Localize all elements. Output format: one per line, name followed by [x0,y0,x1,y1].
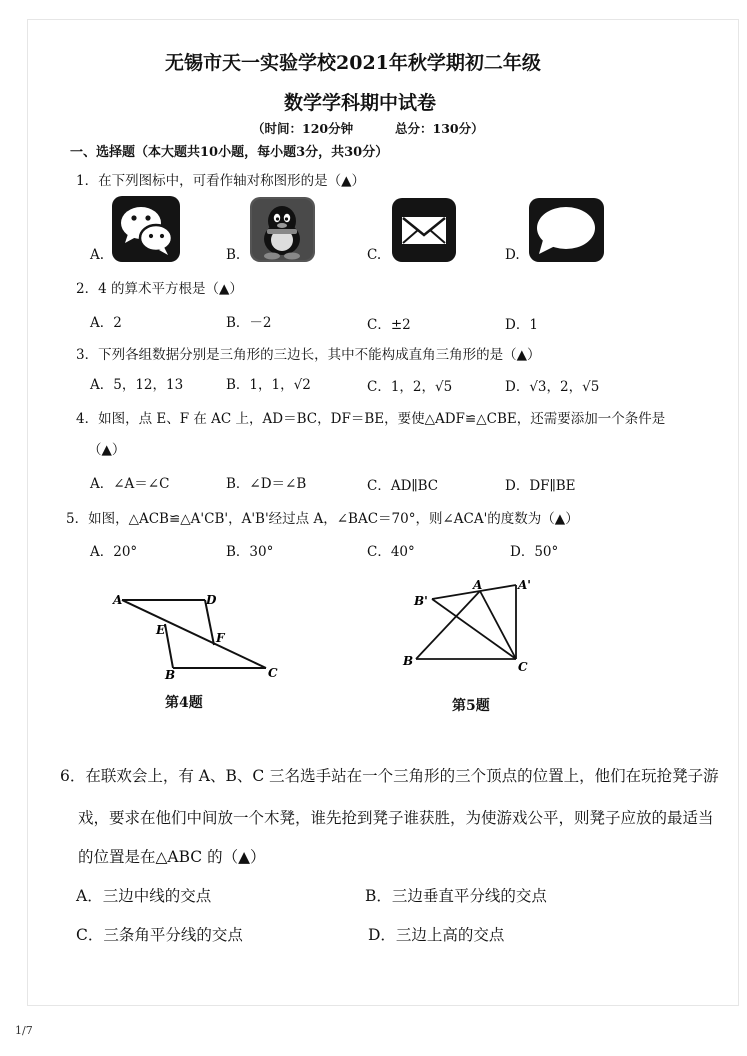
figure-5-diagram [400,575,550,680]
fig5-label-aprime: A' [518,578,531,592]
exam-time: （时间：120分钟 [252,121,354,136]
fig5-label-c: C [518,660,528,674]
fig4-label-c: C [268,666,278,680]
question-5-option-d: D．50° [510,544,559,560]
question-2-option-b: B．－2 [226,315,272,331]
question-5-option-b: B．30° [226,544,274,560]
question-4-option-c: C．AD∥BC [367,478,439,494]
question-4-option-d: D．DF∥BE [505,478,576,494]
question-2-stem: 2．4 的算术平方根是（▲） [76,281,243,297]
wechat-icon [112,196,180,262]
question-4-stem-cont: （▲） [88,442,126,458]
question-3-option-d: D．√3，2，√5 [505,379,600,395]
question-1-label-d: D. [505,247,520,263]
fig5-label-a: A [473,578,483,592]
question-5-option-c: C．40° [367,544,415,560]
fig5-label-b: B [403,654,414,668]
question-6-line-2: 戏，要求在他们中间放一个木凳，谁先抢到凳子谁获胜，为使游戏公平，则凳子应放的最适当 [78,809,714,827]
question-5-stem: 5．如图，△ACB≌△A'CB'，A'B'经过点 A，∠BAC＝70°，则∠ACA'的度数为（▲） [66,511,579,527]
question-4-stem: 4．如图，点 E、F 在 AC 上，AD＝BC，DF＝BE，要使△ADF≌△CBE，还需要添加一个条件是 [76,411,666,427]
qq-penguin-icon [250,197,315,262]
exam-subtitle: 数学学科期中试卷 [284,92,437,114]
question-2-option-d: D．1 [505,317,538,333]
figure-5-caption: 第5题 [452,698,490,714]
question-1-label-b: B. [226,247,241,263]
question-1-label-c: C. [367,247,382,263]
exam-score: 总分：130分） [395,121,484,136]
question-2-option-a: A．2 [90,315,122,331]
fig4-label-e: E [156,623,166,637]
question-6-option-b: B．三边垂直平分线的交点 [365,887,547,905]
mail-envelope-icon [392,198,456,262]
fig4-label-a: A [113,593,123,607]
question-6-option-d: D．三边上高的交点 [368,926,505,944]
page-number: 1/7 [15,1024,33,1037]
question-6-line-1: 6．在联欢会上，有 A、B、C 三名选手站在一个三角形的三个顶点的位置上，他们在玩抢凳子游 [60,767,719,785]
question-2-option-c: C．±2 [367,317,411,333]
fig4-label-b: B [165,668,176,682]
question-3-option-a: A．5，12，13 [90,377,184,393]
question-4-option-a: A．∠A＝∠C [90,476,170,492]
question-3-option-c: C．1，2，√5 [367,379,453,395]
exam-title: 无锡市天一实验学校2021年秋学期初二年级 [165,52,541,74]
question-1-stem: 1．在下列图标中，可看作轴对称图形的是（▲） [76,173,365,189]
question-6-option-a: A．三边中线的交点 [76,887,212,905]
section-heading: 一、选择题（本大题共10小题，每小题3分，共30分） [70,145,389,160]
question-4-option-b: B．∠D＝∠B [226,476,307,492]
fig5-label-bprime: B' [414,594,428,608]
figure-4-caption: 第4题 [165,695,203,711]
question-3-stem: 3．下列各组数据分别是三角形的三边长，其中不能构成直角三角形的是（▲） [76,347,541,363]
question-3-option-b: B．1，1，√2 [226,377,311,393]
fig4-label-f: F [216,631,225,645]
question-6-line-3: 的位置是在△ABC 的（▲） [78,848,266,866]
figure-4-diagram [105,584,285,684]
question-6-option-c: C．三条角平分线的交点 [76,926,243,944]
question-1-label-a: A. [90,247,105,263]
chat-bubble-icon [529,198,604,262]
question-5-option-a: A．20° [90,544,138,560]
fig4-label-d: D [206,593,217,607]
